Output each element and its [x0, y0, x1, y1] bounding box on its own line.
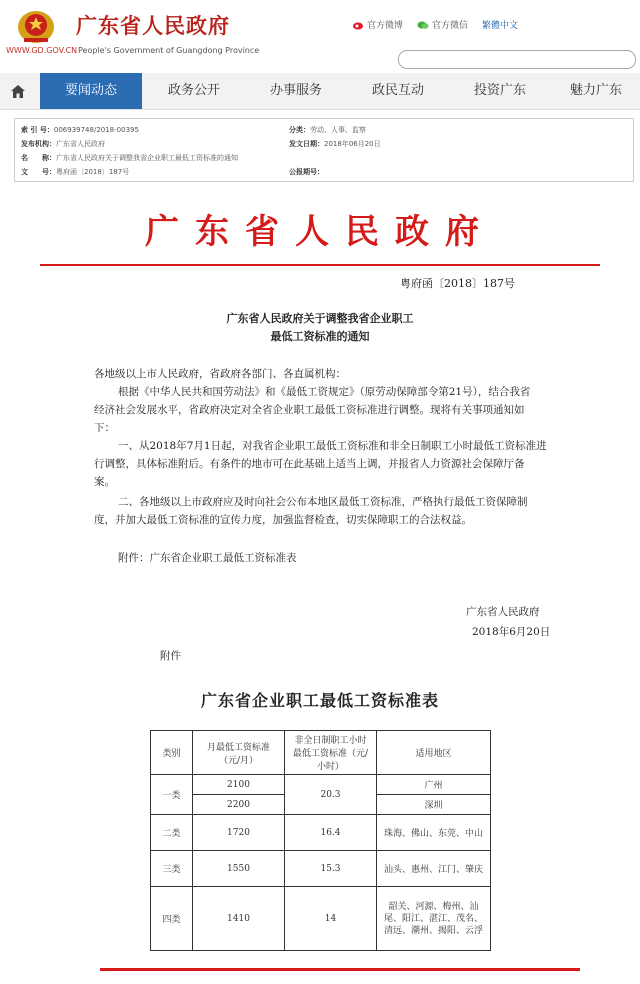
document-head: 广东省人民政府	[145, 212, 495, 252]
nav-item-interaction[interactable]: 政民互动	[371, 83, 424, 98]
wage-table	[150, 730, 491, 951]
category-value: 劳动、人事、监察	[310, 126, 366, 134]
row4-region: 汕头、惠州、江门、肇庆	[377, 851, 491, 887]
date-label: 发文日期：	[289, 140, 324, 148]
nav-item-invest[interactable]: 投资广东	[473, 83, 526, 98]
wage-table-title: 广东省企业职工最低工资标准表	[200, 691, 439, 710]
table-row	[151, 775, 491, 795]
document-title-line2: 最低工资标准的通知	[270, 330, 370, 343]
docno-value: 粤府函〔2018〕187号	[56, 168, 130, 176]
home-icon	[11, 85, 25, 98]
issuer-label: 发布机构：	[21, 140, 56, 148]
para2-line1: 一、从2018年7月1日起，对我省企业职工最低工资标准和非全日制职工小时最低工资标准进	[118, 440, 547, 452]
para2-line2: 行调整，具体标准附后。有条件的地市可在此基础上适当上调，并报省人力资源社会保障厅备	[94, 458, 525, 470]
wechat-link[interactable]	[417, 18, 468, 31]
wechat-label: 官方微信	[432, 21, 469, 31]
header-hourly: 非全日制职工小时最低工资标准（元/小时）	[285, 731, 377, 775]
nav-item-gov-affairs[interactable]: 政务公开	[167, 83, 220, 98]
sign-date: 2018年6月20日	[472, 626, 551, 638]
main-nav	[0, 73, 640, 110]
index-value: 006939748/2018-00395	[53, 126, 139, 134]
row1-hourly: 20.3	[285, 775, 377, 815]
nav-item-services[interactable]: 办事服务	[269, 83, 322, 98]
row3-category: 二类	[151, 815, 193, 851]
weibo-link[interactable]	[352, 18, 403, 31]
para1-line3: 下：	[94, 422, 115, 434]
attachment-note: 附件：广东省企业职工最低工资标准表	[118, 552, 297, 564]
row4-hourly: 15.3	[285, 851, 377, 887]
bottom-red-line	[100, 968, 580, 971]
site-url: WWW.GD.GOV.CN	[6, 46, 78, 55]
site-name[interactable]: 广东省人民政府	[76, 13, 230, 38]
header-monthly: 月最低工资标准（元/月）	[193, 731, 285, 775]
nav-item-charm[interactable]: 魅力广东	[569, 83, 622, 98]
date-value: 2018年06月20日	[324, 140, 381, 148]
category-label: 分类：	[289, 126, 310, 134]
row1-monthly: 2100	[193, 775, 285, 795]
annex-label: 附件	[160, 650, 181, 662]
row2-monthly: 2200	[193, 795, 285, 815]
home-button[interactable]	[0, 73, 36, 109]
para1-line1: 根据《中华人民共和国劳动法》和《最低工资规定》（原劳动保障部令第21号），结合我省	[118, 386, 531, 398]
row3-hourly: 16.4	[285, 815, 377, 851]
addressee: 各地级以上市人民政府，省政府各部门、各直属机构：	[94, 368, 346, 380]
signer: 广东省人民政府	[466, 606, 540, 618]
row5-hourly: 14	[285, 887, 377, 951]
search-input[interactable]	[398, 50, 636, 69]
national-emblem-icon	[14, 8, 58, 46]
header-category: 类别	[151, 731, 193, 775]
table-row	[151, 851, 491, 887]
para2-line3: 案。	[94, 476, 115, 488]
document-meta	[14, 118, 634, 182]
site-name-en: People's Government of Guangdong Province	[78, 46, 260, 55]
issuer-value: 广东省人民政府	[56, 140, 105, 148]
red-divider	[40, 264, 600, 266]
name-value: 广东省人民政府关于调整我省企业职工最低工资标准的通知	[56, 154, 238, 162]
weibo-label: 官方微博	[367, 21, 404, 31]
row5-category: 四类	[151, 887, 193, 951]
document-title-line1: 广东省人民政府关于调整我省企业职工	[226, 312, 414, 325]
row4-category: 三类	[151, 851, 193, 887]
traditional-chinese-link[interactable]: 繁體中文	[482, 21, 519, 31]
row1-category: 一类	[151, 775, 193, 815]
row4-monthly: 1550	[193, 851, 285, 887]
header-region: 适用地区	[377, 731, 491, 775]
row5-region: 韶关、河源、梅州、汕尾、阳江、湛江、茂名、清远、潮州、揭阳、云浮	[377, 887, 491, 951]
table-row	[151, 815, 491, 851]
table-row	[151, 887, 491, 951]
para3-line2: 度，并加大最低工资标准的宣传力度，加强监督检查，切实保障职工的合法权益。	[94, 514, 472, 526]
index-label: 索 引 号：	[21, 126, 54, 134]
pubdate-label: 公报期号：	[289, 168, 324, 176]
row1-region: 广州	[377, 775, 491, 795]
docno-label: 文 号：	[21, 168, 56, 176]
nav-item-news[interactable]: 要闻动态	[40, 73, 142, 109]
document-number: 粤府函〔2018〕187号	[400, 277, 515, 290]
weibo-icon	[352, 20, 364, 30]
name-label: 名 称：	[21, 154, 56, 162]
wechat-icon	[417, 20, 429, 30]
para3-line1: 二、各地级以上市政府应及时向社会公布本地区最低工资标准，严格执行最低工资保障制	[118, 496, 528, 508]
row2-region: 深圳	[377, 795, 491, 815]
header-links	[352, 18, 518, 31]
row3-region: 珠海、佛山、东莞、中山	[377, 815, 491, 851]
row5-monthly: 1410	[193, 887, 285, 951]
para1-line2: 经济社会发展水平，省政府决定对全省企业职工最低工资标准进行调整。现将有关事项通知如	[94, 404, 525, 416]
row3-monthly: 1720	[193, 815, 285, 851]
site-header	[0, 0, 640, 70]
table-header-row	[151, 731, 491, 775]
